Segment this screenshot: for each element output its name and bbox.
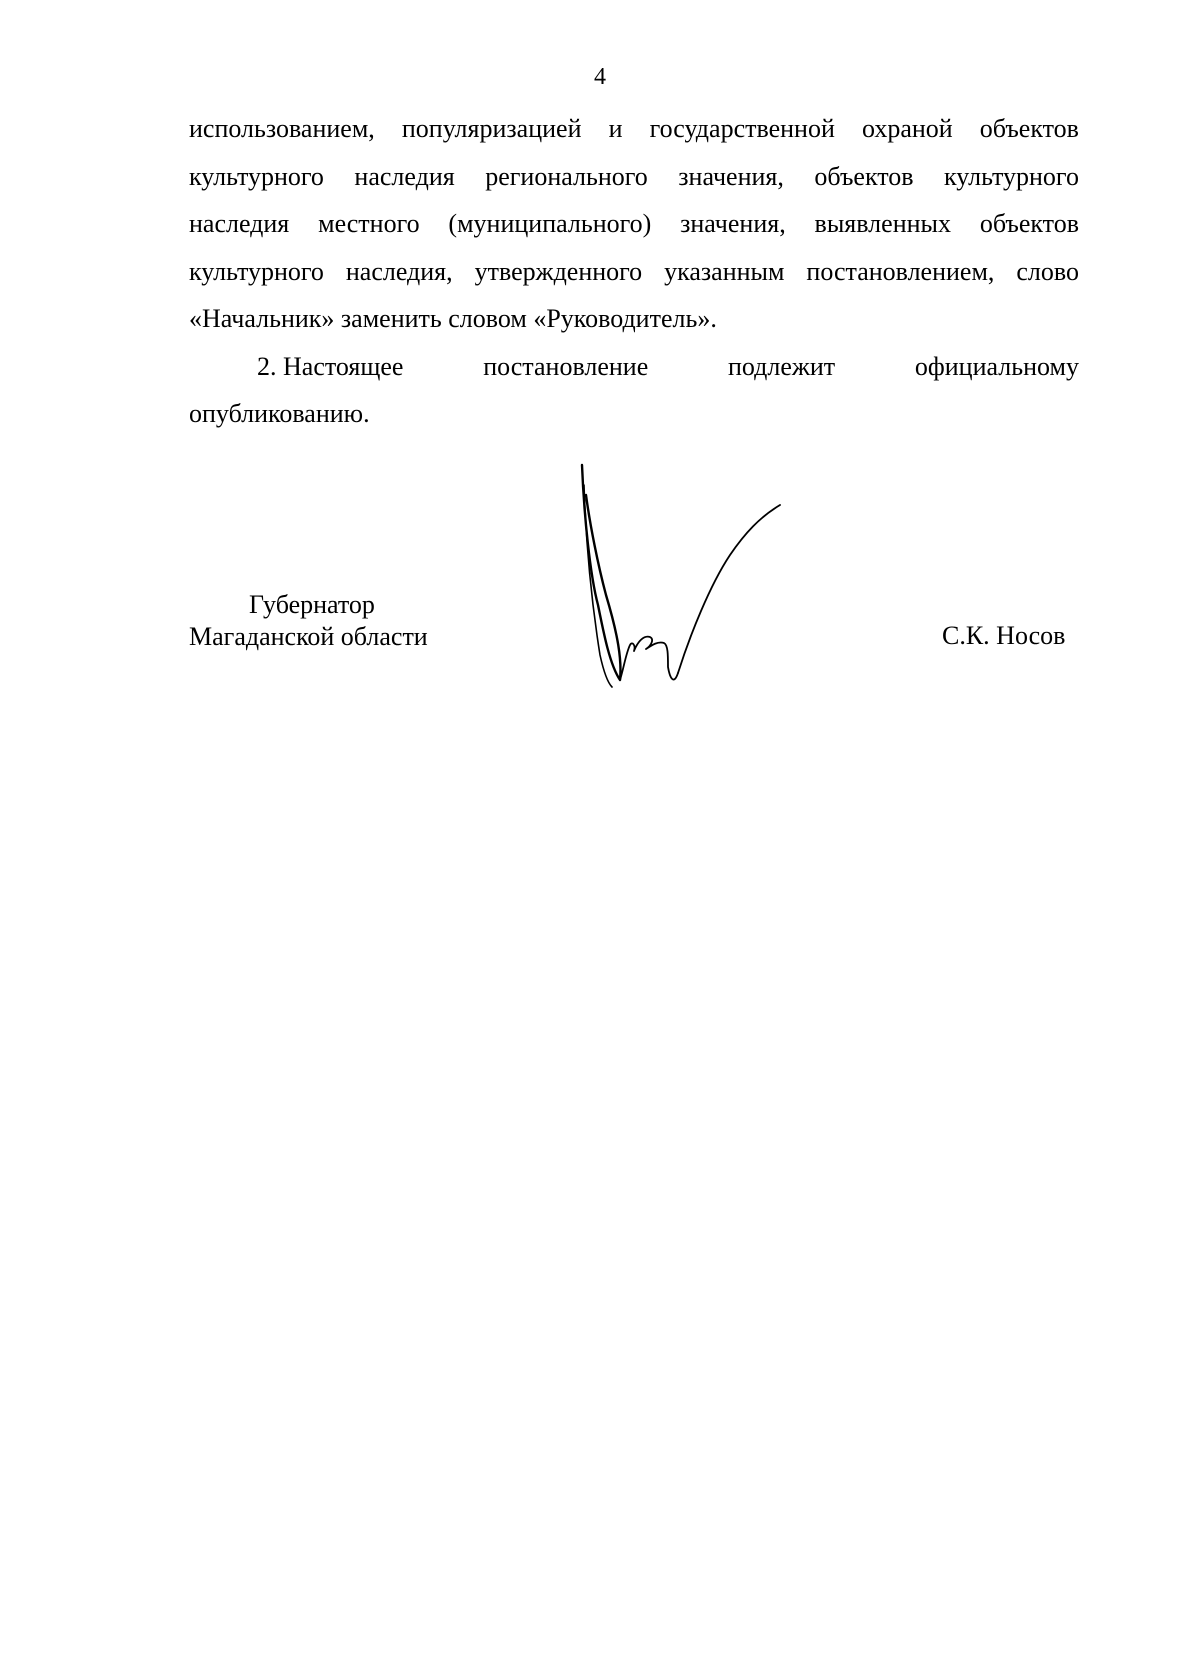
signatory-title-line-2: Магаданской области xyxy=(189,622,428,651)
word: культурного xyxy=(189,256,324,286)
word: объектов xyxy=(979,114,1079,143)
word: слово xyxy=(1016,256,1079,286)
word: наследия, xyxy=(345,256,453,286)
word: наследия xyxy=(354,161,455,191)
word: объектов xyxy=(814,161,914,191)
word: указанным xyxy=(664,256,785,286)
word: утвержденного xyxy=(474,256,643,286)
signatory-title-line-1: Губернатор xyxy=(249,590,375,619)
word: значения, xyxy=(680,209,786,238)
signature-stroke-main xyxy=(582,465,620,680)
signature-stroke-loop xyxy=(620,637,678,680)
word: и xyxy=(608,114,623,143)
word: 2. Настоящее xyxy=(257,351,404,381)
word: официальному xyxy=(914,351,1079,381)
signature-stroke-tail xyxy=(678,505,780,673)
word: значения, xyxy=(678,161,784,191)
paragraph-2-line-2: опубликованию. xyxy=(189,399,370,428)
word: постановление xyxy=(483,351,649,381)
word: постановлением, xyxy=(806,256,995,286)
word: наследия xyxy=(189,209,290,238)
word: местного xyxy=(318,209,420,238)
word: выявленных xyxy=(814,209,951,238)
page-number: 4 xyxy=(594,64,606,90)
paragraph-1-line-4 xyxy=(189,248,1079,296)
word: государственной xyxy=(649,114,835,143)
word: объектов xyxy=(979,209,1079,238)
paragraph-1-line-1 xyxy=(189,105,1079,153)
word: использованием, xyxy=(189,114,375,143)
word: культурного xyxy=(189,161,324,191)
paragraph-1-line-3 xyxy=(189,200,1079,248)
word: популяризацией xyxy=(401,114,582,143)
signature-stroke-secondary xyxy=(584,485,612,687)
document-body xyxy=(189,105,1079,438)
word: подлежит xyxy=(728,351,836,381)
word: (муниципального) xyxy=(448,209,652,238)
word: культурного xyxy=(944,161,1079,191)
paragraph-2-line-1 xyxy=(189,343,1079,391)
paragraph-1 xyxy=(189,105,1079,343)
paragraph-1-line-5: «Начальник» заменить словом «Руководитель». xyxy=(189,304,717,333)
word: регионального xyxy=(485,161,648,191)
paragraph-1-line-2 xyxy=(189,153,1079,201)
signature-strokes xyxy=(582,465,780,687)
paragraph-2 xyxy=(189,343,1079,438)
signatory-name: С.К. Носов xyxy=(942,621,1066,650)
word: охраной xyxy=(861,114,953,143)
handwritten-signature xyxy=(560,455,800,705)
